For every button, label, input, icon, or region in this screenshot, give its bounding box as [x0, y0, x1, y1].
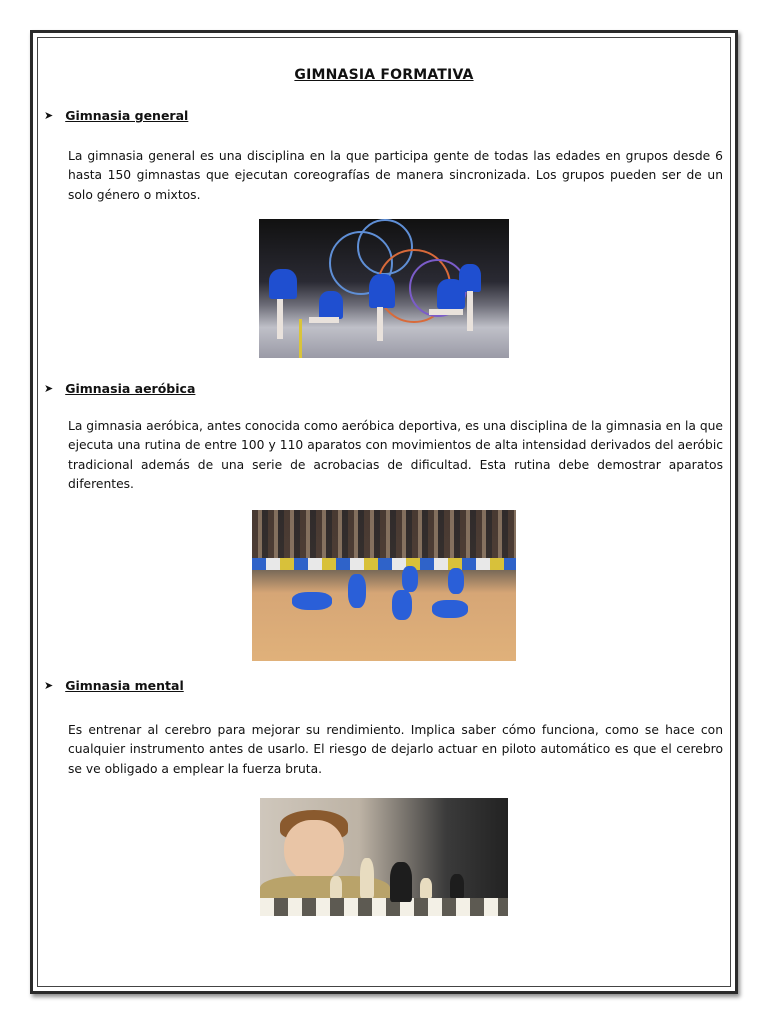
- arrow-bullet-icon: ➤: [44, 382, 54, 395]
- section-heading-label: Gimnasia mental: [65, 678, 184, 693]
- section-heading-label: Gimnasia aeróbica: [65, 381, 196, 396]
- section-heading-general: [44, 108, 188, 123]
- section-paragraph-general: La gimnasia general es una disciplina en la que participa gente de todas las edades en grupos desde 6 hasta 150 gimnastas que ejecutan coreografías de manera sincronizada. Los grupos pueden ser de un solo género o mixtos.: [68, 149, 723, 202]
- rhythmic-gymnastics-photo: [259, 219, 509, 358]
- chess-boy-photo: [260, 798, 508, 916]
- arrow-bullet-icon: ➤: [44, 109, 54, 122]
- section-paragraph-aerobic: La gimnasia aeróbica, antes conocida como aeróbica deportiva, es una disciplina de la gimnasia en la que ejecuta una rutina de entre 100 y 110 aparatos con movimientos de alta intensidad derivados del aeróbic tradicional además de una serie de acrobacias de dificultad. Esta rutina debe demostrar aparatos diferentes.: [68, 419, 723, 492]
- aerobic-gymnastics-photo: [252, 510, 516, 661]
- section-heading-mental: [44, 678, 184, 693]
- arrow-bullet-icon: ➤: [44, 679, 54, 692]
- document-title: GIMNASIA FORMATIVA: [294, 67, 474, 83]
- section-heading-label: Gimnasia general: [65, 108, 189, 123]
- section-paragraph-mental: Es entrenar al cerebro para mejorar su rendimiento. Implica saber cómo funciona, como se hace con cualquier instrumento antes de usarlo. El riesgo de dejarlo actuar en piloto automático es que el cerebro se ve obligado a emplear la fuerza bruta.: [68, 723, 723, 776]
- section-heading-aerobic: [44, 381, 195, 396]
